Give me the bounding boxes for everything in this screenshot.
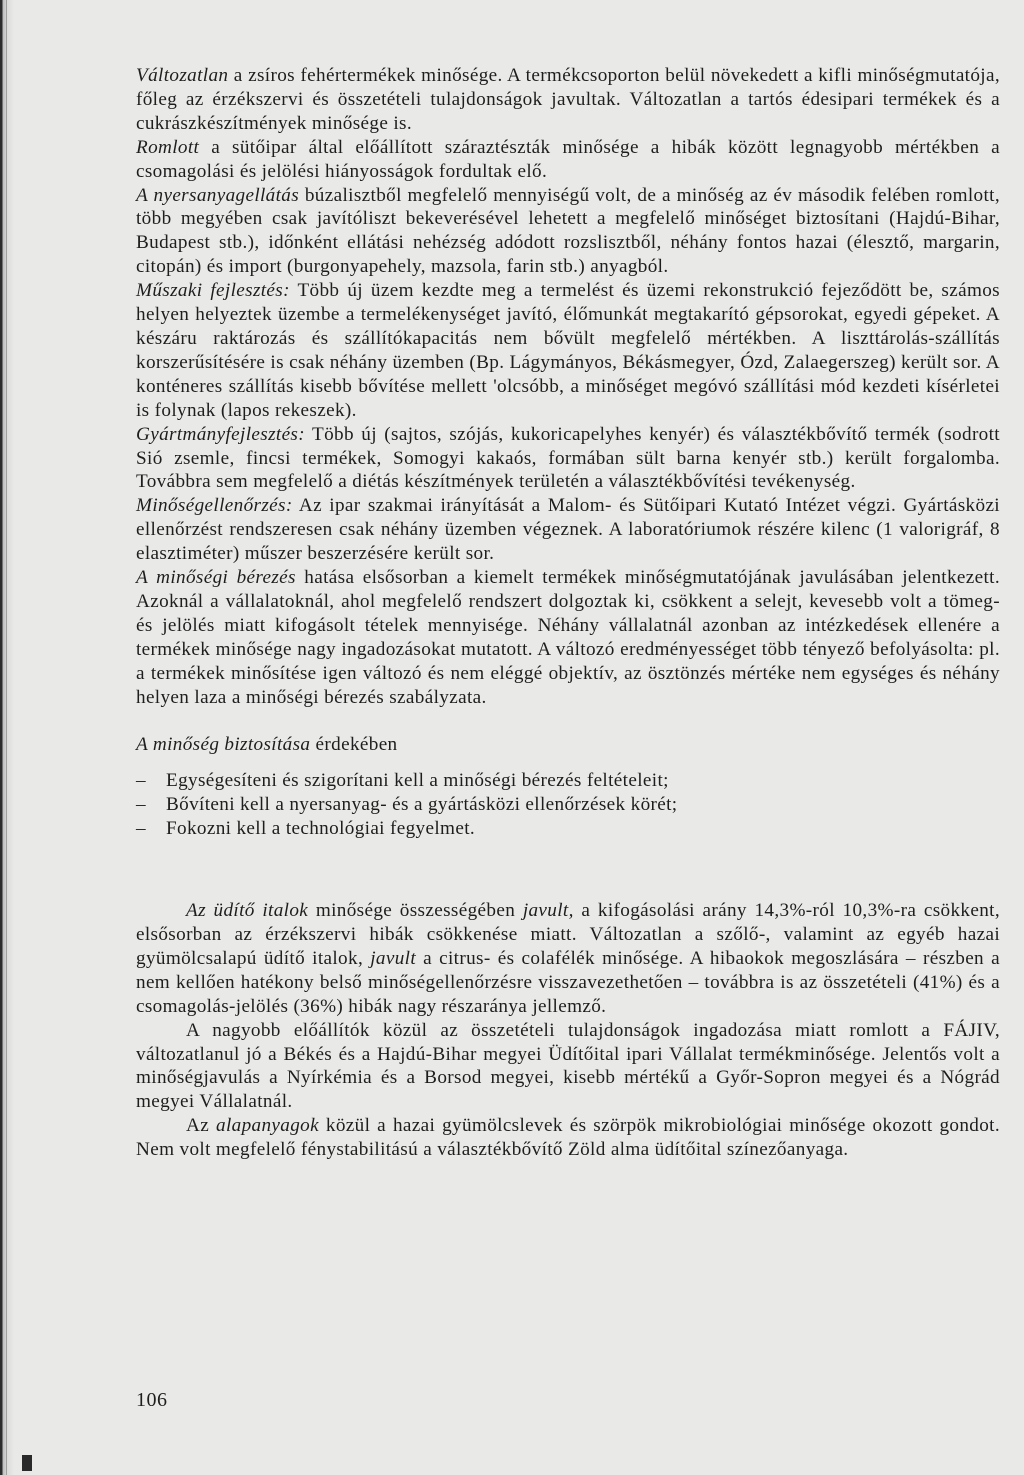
emphasis-improved: javult xyxy=(370,947,417,969)
paragraph-text: közül a hazai gyümölcslevek és szörpök mikrobiológiai minősége okozott gondot. Nem volt megfelelő fénystabilitású a választékbővítő Zöld alma üdítőital színezőanyaga. xyxy=(136,1115,1000,1161)
paragraph-text: a citrus- és colafélék minősége. A hibaokok megoszlására – részben a nem kellően hatékony belső minőségellenőrzésre visszavezethetően – továbbra is az összetételi (41%) és a csomagolás-jelölés (36%) hibák nagy részaránya jellemző. xyxy=(136,947,1000,1017)
paragraph-lead: Változatlan xyxy=(136,65,229,86)
paragraph-quality-control xyxy=(136,494,1000,566)
dash-marker: – xyxy=(136,770,146,792)
list-item xyxy=(136,769,1000,793)
emphasis-improved: javult, xyxy=(522,900,574,922)
paragraph-text: Több új (sajtos, szójás, kukoricapelyhes kenyér) és választékbővítő termék (sodrott Sió zsemle, fincsi termékek, Somogyi kakaós, formában sült barna kenyér stb.) került forgalomba. Továbbra sem megfelelő a diétás készítmények területén a választékbővítési tevékenység. xyxy=(136,423,1000,493)
list-item-text: Fokozni kell a technológiai fegyelmet. xyxy=(166,818,476,840)
list-item-text: Egységesíteni és szigorítani kell a minőségi bérezés feltételeit; xyxy=(166,770,669,792)
paragraph-soft-drinks xyxy=(136,899,1000,1019)
dash-marker: – xyxy=(136,794,146,816)
paragraph-text: Az xyxy=(186,1115,216,1137)
paragraph-text: a sütőipar által előállított száraztészták minősége a hibák között legnagyobb mértékben a csomagolási és jelölési hiányosságok fordultak elő. xyxy=(136,136,1000,182)
paragraph-unchanged xyxy=(136,64,1000,136)
page-body xyxy=(136,64,1000,1162)
requirements-list xyxy=(136,769,1000,841)
paragraph-technical-development xyxy=(136,279,1000,422)
paragraph-quality-wages xyxy=(136,566,1000,709)
paragraph-text: minősége összességében xyxy=(308,900,523,922)
page-number: 106 xyxy=(136,1389,168,1411)
paragraph-text: A nagyobb előállítók közül az összetételi tulajdonságok ingadozása miatt romlott a FÁJIV, változatlanul jó a Békés és a Hajdú-Bihar megyei Üdítőital ipari Vállalat termékminősége. Jelentős volt a minőségjavulás a Nyírkémia és a Borsod megyei, kisebb mértékű a Győr-Sopron megyei és a Nógrád megyei Vállalatnál. xyxy=(136,1019,1000,1113)
paragraph-lead: A nyersanyagellátás xyxy=(136,184,300,206)
list-item xyxy=(136,793,1000,817)
paragraph-lead: Az üdítő italok xyxy=(186,900,309,922)
paragraph-lead: A minőség biztosítása xyxy=(136,734,311,756)
paragraph-text: érdekében xyxy=(310,734,398,756)
scan-edge-line xyxy=(6,0,7,1475)
paragraph-deteriorated xyxy=(136,136,1000,184)
quality-assurance-intro xyxy=(136,733,1000,757)
paragraph-text: Több új üzem kezdte meg a termelést és üzemi rekonstrukció fejeződött be, számos helyen helyeztek üzembe a termelékenységet javító, élőmunkát megtakarító gépsorokat, egyedi gépeket. A készáru raktározás és szállítókapacitás nem bővült megfelelő mértékben. A liszttárolás-szállítás korszerűsítésére is csak néhány üzemben (Bp. Lágymányos, Békásmegyer, Ózd, Zalaegerszeg) került sor. A konténeres szállítás kisebb bővítése mellett 'olcsóbb, a minőséget megóvó szállítási mód kezdeti kísérletei is folynak (lapos rekeszek). xyxy=(136,280,1001,421)
list-item-text: Bővíteni kell a nyersanyag- és a gyártásközi ellenőrzések körét; xyxy=(166,794,678,816)
paragraph-product-development xyxy=(136,423,1000,495)
paragraph-lead: Romlott xyxy=(136,136,200,158)
paragraph-raw-material xyxy=(136,184,1000,280)
scan-edge xyxy=(0,0,14,1475)
paragraph-lead: Műszaki fejlesztés: xyxy=(136,280,290,302)
dash-marker: – xyxy=(136,818,146,840)
list-item xyxy=(136,817,1000,841)
paragraph-lead: Gyártmányfejlesztés: xyxy=(136,423,305,445)
paragraph-producers xyxy=(136,1019,1000,1115)
paragraph-text: a kifogásolási arány 14,3%-ról 10,3%-ra csökkent, elsősorban az érzékszervi hibák csökkenése miatt. Változatlan a szőlő-, valamint az egyéb hazai gyümölcsalapú üdítő italok, xyxy=(136,900,1000,969)
emphasis-base-materials: alapanyagok xyxy=(216,1115,319,1137)
paragraph-text: búzalisztből megfelelő mennyiségű volt, de a minőség az év második felében romlott, több megyében csak javítóliszt bekeverésével lehetett a megfelelő minőséget biztosítani (Hajdú-Bihar, Budapest stb.), időnként ellátási nehézség adódott rozslisztből, néhány fontos hazai (élesztő, margarin, citopán) és import (burgonyapehely, mazsola, farin stb.) anyagból. xyxy=(136,184,1000,278)
paragraph-text: a zsíros fehértermékek minősége. A termékcsoporton belül növekedett a kifli minőségmutatója, főleg az érzékszervi és összetételi tulajdonságok javultak. Változatlan a tartós édesipari termékek és a cukrászkészítmények minősége is. xyxy=(136,65,1000,134)
paragraph-text: hatása elsősorban a kiemelt termékek minőségmutatójának javulásában jelentkezett. Azoknál a vállalatoknál, ahol megfelelő rendszert dolgoztak ki, csökkent a selejt, kevesebb volt a tömeg- és jelölés miatt kifogásolt tételek mennyisége. Néhány vállalatnál azonban az intézkedések ellenére a termékek minősége nagy ingadozásokat mutatott. A változó eredményességet több tényező befolyásolta: pl. a termékek minősítése igen változó és nem eléggé objektív, az ösztönzés mértéke nem egységes és néhány helyen laza a minőségi bérezés szabályzata. xyxy=(136,567,1000,708)
paragraph-text: Az ipar szakmai irányítását a Malom- és Sütőipari Kutató Intézet végzi. Gyártásközi ellenőrzést rendszeresen csak néhány üzemben végeznek. A laboratóriumok részére kilenc (1 valorigráf, 8 elasztiméter) műszer beszerzésére került sor. xyxy=(136,495,1000,565)
scan-corner-mark xyxy=(22,1455,32,1471)
paragraph-base-materials xyxy=(136,1114,1000,1162)
paragraph-lead: A minőségi bérezés xyxy=(136,567,296,589)
paragraph-lead: Minőségellenőrzés: xyxy=(136,495,293,517)
